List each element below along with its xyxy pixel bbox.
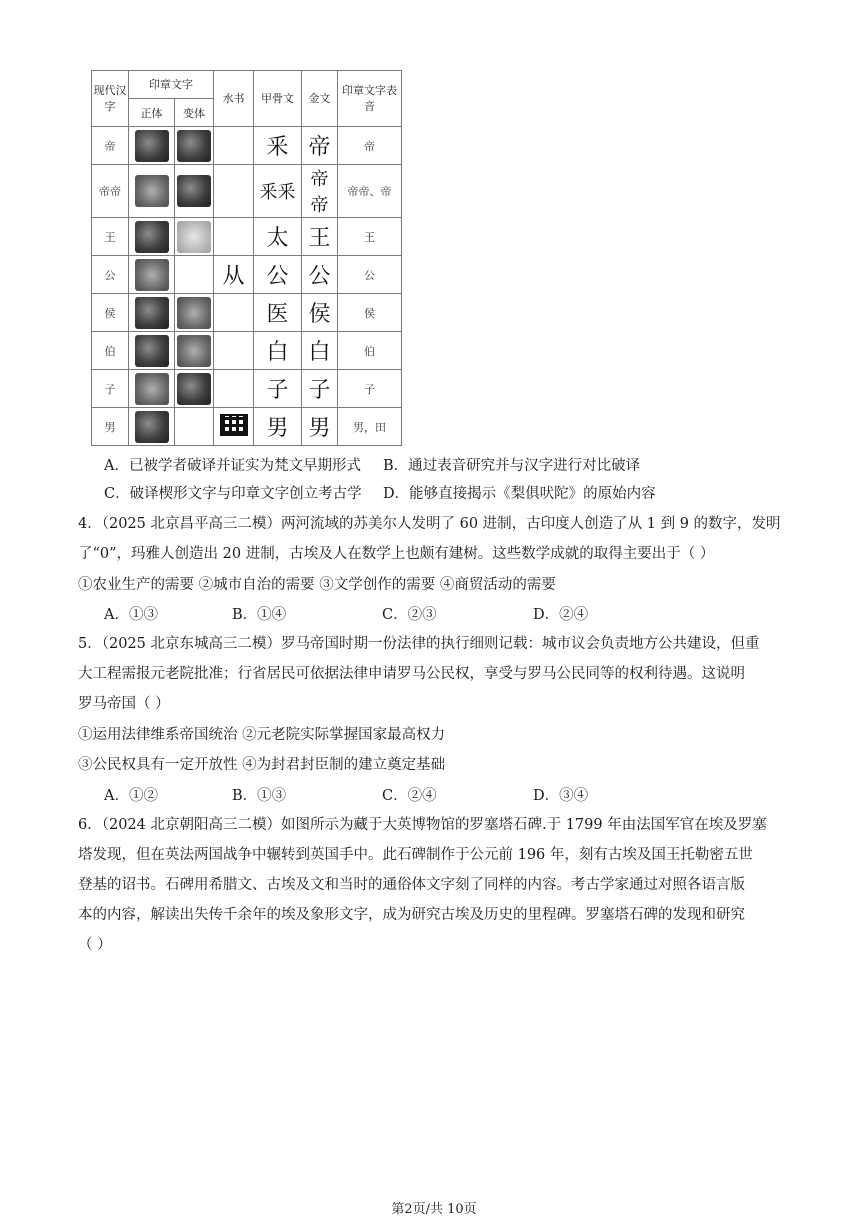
q5-statements-1: ①运用法律维系帝国统治 ②元老院实际掌握国家最高权力: [78, 727, 446, 743]
phonetic-char: 帝: [364, 139, 375, 153]
header-seal-variant: 变体: [175, 99, 214, 127]
phonetic-char: 子: [364, 382, 375, 396]
oracle-char: 白: [266, 340, 289, 365]
oracle-char: 太: [266, 226, 289, 251]
q4-option-d: D．②④: [533, 607, 589, 623]
q5-option-b: B．①③: [232, 788, 287, 804]
q5-stem-line-1: 5．（2025 北京东城高三二模）罗马帝国时期一份法律的执行细则记载：城市议会负责地方公共建设，但重: [78, 636, 760, 652]
table-row: [92, 218, 402, 256]
header-seal: 印章文字: [129, 71, 214, 99]
seal-image: [135, 373, 169, 405]
q6-stem-line-5: （ ）: [78, 937, 112, 953]
q5-option-c: C．②④: [382, 788, 437, 804]
table-row: [92, 127, 402, 165]
phonetic-char: 男，田: [353, 420, 386, 434]
phonetic-char: 帝帝、帝: [347, 185, 392, 198]
q6-stem-line-4: 本的内容，解读出失传千余年的埃及象形文字，成为研究古埃及历史的里程碑。罗塞塔石碑的发现和研究: [78, 907, 745, 923]
phonetic-char: 伯: [364, 344, 375, 358]
modern-char: 侯: [104, 306, 116, 320]
oracle-char: 子: [266, 378, 289, 403]
q5-statements-2: ③公民权具有一定开放性 ④为封君封臣制的建立奠定基础: [78, 757, 446, 773]
q3-option-d: D．能够直接揭示《梨俱吠陀》的原始内容: [383, 486, 656, 502]
oracle-char: 医: [266, 302, 289, 327]
table-row: [92, 408, 402, 446]
q3-option-c: C．破译楔形文字与印章文字创立考古学: [104, 486, 362, 502]
header-seal-regular: 正体: [129, 99, 175, 127]
header-phonetic: 印章文字表音: [338, 71, 402, 127]
seal-image: [135, 297, 169, 329]
modern-char: 帝帝: [99, 185, 121, 198]
seal-variant-image: [177, 130, 211, 162]
bronze-char: 帝帝: [310, 169, 329, 216]
table-row: [92, 165, 402, 218]
bronze-char: 男: [308, 416, 331, 441]
q4-stem-line-2: 了“0”，玛雅人创造出 20 进制，古埃及人在数学上也颇有建树。这些数学成就的取得主要出于（ ）: [78, 546, 715, 562]
q4-stem-line-1: 4．（2025 北京昌平高三二模）两河流域的苏美尔人发明了 60 进制，古印度人创造了从 1 到 9 的数字，发明: [78, 516, 781, 532]
table-row: [92, 256, 402, 294]
bronze-char: 侯: [308, 302, 331, 327]
modern-char: 男: [104, 420, 116, 434]
q6-stem-line-2: 塔发现，但在英法两国战争中辗转到英国手中。此石碑制作于公元前 196 年，刻有古埃及国王托勒密五世: [78, 847, 753, 863]
bronze-char: 白: [308, 340, 331, 365]
oracle-char: 釆: [266, 135, 289, 160]
modern-char: 伯: [104, 344, 116, 358]
table-row: [92, 294, 402, 332]
q5-stem-line-2: 大工程需报元老院批准；行省居民可依据法律申请罗马公民权，享受与罗马公民同等的权利待遇。这说明: [78, 666, 745, 682]
water-char: 从: [222, 264, 245, 289]
seal-image: [135, 221, 169, 253]
q6-stem-line-3: 登基的诏书。石碑用希腊文、古埃及文和当时的通俗体文字刻了同样的内容。考古学家通过对照各语言版: [78, 877, 745, 893]
seal-variant-image: [177, 221, 211, 253]
q3-option-b: B．通过表音研究并与汉字进行对比破译: [383, 458, 641, 474]
seal-variant-image: [177, 335, 211, 367]
seal-image: [135, 130, 169, 162]
q6-stem-line-1: 6．（2024 北京朝阳高三二模）如图所示为藏于大英博物馆的罗塞塔石碑.于 1799 年由法国军官在埃及罗塞: [78, 817, 767, 833]
table-row: [92, 370, 402, 408]
bronze-char: 子: [308, 378, 331, 403]
q4-option-a: A．①③: [104, 607, 158, 623]
table-row: [92, 332, 402, 370]
q3-option-a: A．已被学者破译并证实为梵文早期形式: [104, 458, 361, 474]
bronze-char: 王: [308, 226, 331, 251]
q5-option-a: A．①②: [104, 788, 158, 804]
phonetic-char: 王: [364, 230, 375, 244]
header-bronze: 金文: [302, 71, 338, 127]
oracle-char: 公: [266, 264, 289, 289]
modern-char: 王: [104, 230, 116, 244]
seal-image: [135, 411, 169, 443]
q5-option-d: D．③④: [533, 788, 589, 804]
seal-image: [135, 335, 169, 367]
seal-image: [135, 259, 169, 291]
q4-statements: ①农业生产的需要 ②城市自治的需要 ③文学创作的需要 ④商贸活动的需要: [78, 577, 556, 593]
script-comparison-table: [91, 70, 402, 446]
page-number: 第2页/共 10页: [391, 1202, 477, 1217]
header-modern: 现代汉字: [92, 71, 129, 127]
water-grid-icon: [220, 414, 248, 436]
bronze-char: 公: [308, 264, 331, 289]
modern-char: 公: [104, 268, 116, 282]
phonetic-char: 公: [364, 268, 375, 282]
seal-variant-image: [177, 373, 211, 405]
phonetic-char: 侯: [364, 306, 375, 320]
q4-option-c: C．②③: [382, 607, 437, 623]
oracle-char: 釆釆: [259, 182, 296, 203]
seal-variant-image: [177, 297, 211, 329]
header-water: 水书: [214, 71, 254, 127]
q5-stem-line-3: 罗马帝国（ ）: [78, 696, 170, 712]
modern-char: 帝: [104, 139, 116, 153]
seal-variant-image: [177, 175, 211, 207]
oracle-char: 男: [266, 416, 289, 441]
q4-option-b: B．①④: [232, 607, 287, 623]
header-oracle: 甲骨文: [254, 71, 302, 127]
modern-char: 子: [104, 382, 116, 396]
bronze-char: 帝: [308, 135, 331, 160]
seal-image: [135, 175, 169, 207]
